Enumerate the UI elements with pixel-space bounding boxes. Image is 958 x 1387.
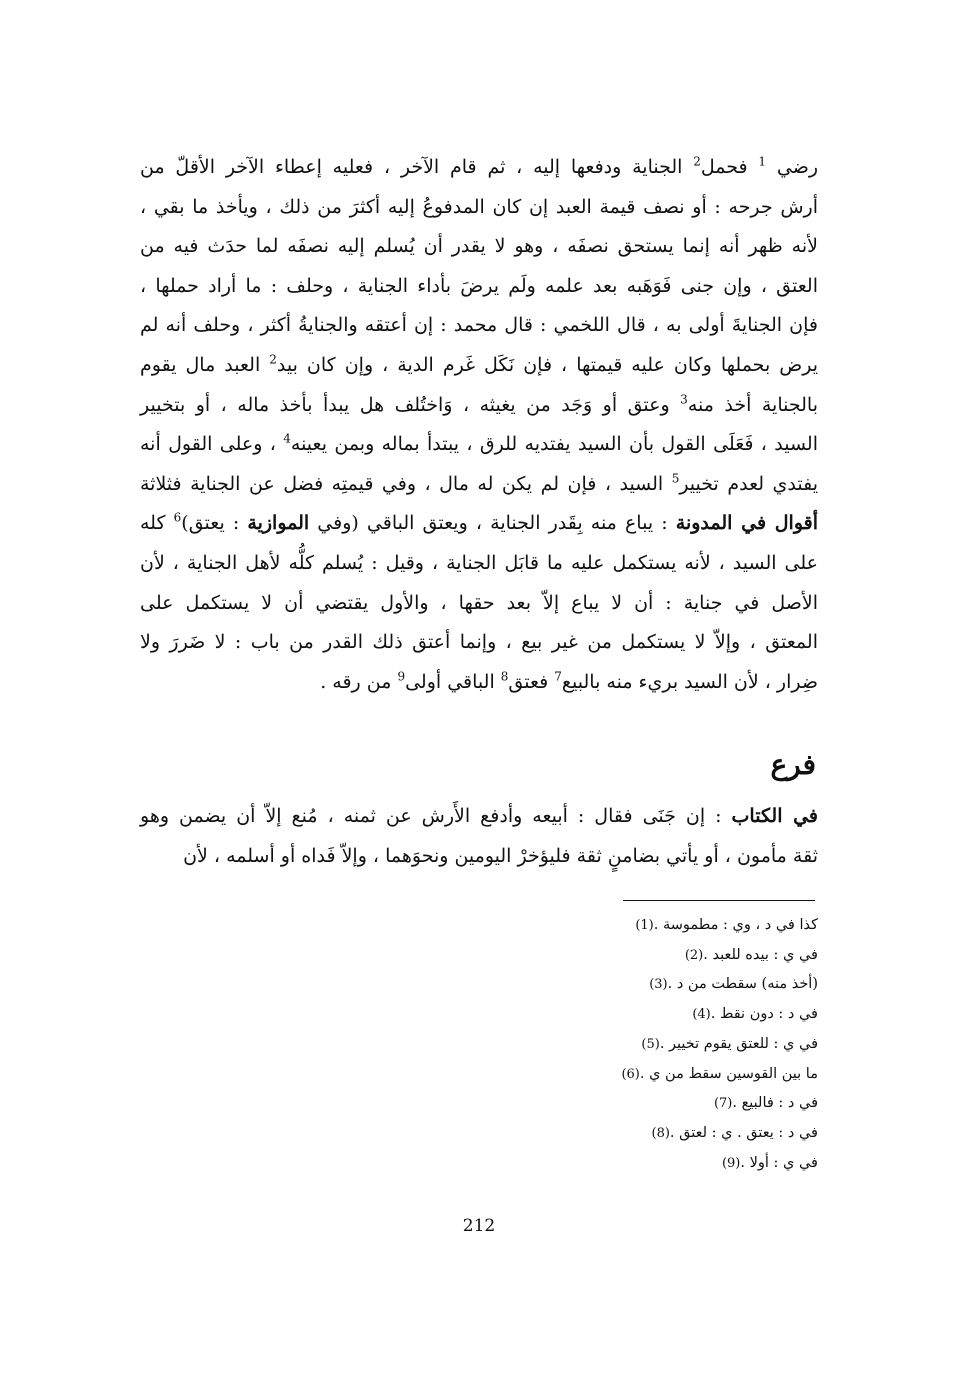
footnote-text: (أخذ منه) سقطت من د .	[667, 976, 818, 993]
text-run: من رقه .	[320, 670, 398, 693]
text-run: بالجناية أخذ منه	[687, 393, 818, 416]
footnote-number: (2)	[684, 947, 704, 963]
footnote-number: (9)	[721, 1155, 741, 1171]
footnote-text: كذا في د ، وي : مطموسة .	[653, 917, 818, 933]
footnote-number: (3)	[649, 977, 668, 993]
footnote-text: ما بين القوسين سقط من ي .	[639, 1065, 818, 1082]
footnote-ref: 7	[554, 669, 562, 684]
text-run: السيد ، فَعَلَى القول بأن السيد يفتديه للرق ، يبتدأ بماله وبمن يعينه	[290, 433, 819, 456]
text-run: يفتدي لعدم تخيير	[679, 472, 818, 495]
footnote-ref: 8	[500, 669, 509, 684]
footnote-text: في د : يعتق . ي : لعتق .	[669, 1124, 818, 1141]
text-run: رضي	[766, 156, 819, 178]
text-line	[140, 425, 818, 465]
footnote-separator	[623, 900, 815, 901]
text-run: أرش جرحه : أو نصف قيمة العبد إن كان المدفوعُ إليه أكثرَ من ذلك ، ويأخذ ما بقي ،	[140, 195, 818, 218]
footnote	[500, 1119, 818, 1149]
bold-term: في الكتاب	[731, 805, 818, 827]
footnote-ref: 9	[397, 669, 406, 684]
text-run: وعتق أو وَجَد من يغيثه ، وَاختُلف هل يبدأ بأخذ ماله ، أو بتخيير	[140, 393, 681, 416]
page-number: 212	[462, 1216, 496, 1236]
text-run: العبد مال يقوم	[140, 353, 270, 376]
footnote	[500, 911, 818, 941]
footnote-number: (4)	[692, 1007, 711, 1023]
text-run: ثقة مأمون ، أو يأتي بضامنٍ ثقة فليؤخرْ اليومين ونحوَهما ، وإلاّ فَداه أو أسلمه ، لأن	[183, 844, 818, 867]
text-run: فعتق	[508, 670, 555, 693]
text-run: الجناية ودفعها إليه ، ثم قام الآخر ، فعليه إعطاء الآخر الأقلّ من	[140, 156, 694, 178]
bold-term: أقوال في المدونة	[675, 512, 819, 535]
footnote-ref: 4	[283, 431, 291, 446]
second-paragraph	[140, 797, 818, 876]
text-run: فحمل	[700, 156, 759, 178]
footnote	[500, 1089, 818, 1119]
text-run: : يباع منه بِقَدر الجناية ، ويعتق الباقي (وفي	[309, 512, 676, 535]
text-run: على السيد ، لأنه يستكمل عليه ما قابَل الجناية ، وقيل : يُسلم كلُّه لأهل الجناية ، لأن	[140, 551, 818, 574]
text-line	[140, 797, 818, 837]
text-line	[140, 504, 818, 544]
text-run: الباقي أولى	[405, 670, 501, 693]
footnote-ref: 6	[173, 511, 182, 526]
section-heading: فرع	[770, 748, 816, 781]
text-line	[140, 267, 818, 307]
footnote-ref: 1	[758, 154, 767, 169]
text-run: فإن الجنايةَ أولى به ، قال اللخمي : قال محمد : إن أعتقه والجنايةُ أكثر ، وحلف أنه لم	[140, 314, 818, 337]
text-line	[140, 346, 818, 386]
footnote-number: (5)	[641, 1036, 660, 1052]
text-line	[140, 306, 818, 346]
footnote-text: في د : فالبيع .	[732, 1095, 818, 1112]
footnote	[500, 941, 818, 971]
footnote	[500, 1030, 818, 1060]
text-run: الأصل في جناية : أن لا يباع إلاّ بعد حقها ، والأول يقتضي أن لا يستكمل على	[140, 591, 818, 614]
text-line	[140, 837, 818, 877]
text-run: : إن جَنَى فقال : أبيعه وأدفع الأَرش عن ثمنه ، مُنع إلاّ أن يضمن وهو	[140, 805, 732, 827]
text-line	[140, 663, 818, 703]
footnote-number: (1)	[635, 918, 654, 933]
footnote-ref: 5	[671, 471, 680, 486]
footnote-ref: 3	[680, 392, 688, 407]
text-run: لأنه ظهر أنه إنما يستحق نصفَه ، وهو لا يقدر أن يُسلم إليه نصفَه لما حدَث فيه من	[140, 235, 818, 258]
footnotes-list	[500, 911, 818, 1178]
text-run: المعتق ، وإلاّ لا يستكمل من غير بيع ، وإنما أعتق ذلك القدر من باب : لا ضَررَ ولا	[140, 631, 818, 654]
footnote-number: (6)	[621, 1066, 640, 1082]
footnote-ref: 2	[693, 154, 701, 169]
footnote-text: في ي : أولا .	[740, 1154, 818, 1171]
footnote-ref: 2	[269, 352, 277, 367]
text-run: : يعتق)	[181, 512, 248, 535]
footnote-text: في د : دون نقط .	[710, 1006, 818, 1023]
text-line	[140, 188, 818, 228]
text-line	[140, 584, 818, 624]
footnote-text: في ي : بيده للعبد .	[703, 946, 818, 963]
footnote-number: (8)	[651, 1125, 670, 1141]
text-run: السيد ، فإن لم يكن له مال ، وفي قيمتِه فضل عن الجناية فثلاثة	[140, 472, 672, 495]
text-line	[140, 148, 818, 188]
footnote-number: (7)	[713, 1096, 733, 1112]
text-run: ضِرار ، لأن السيد بريء منه بالبيع	[561, 670, 818, 693]
text-line	[140, 544, 818, 584]
bold-term: الموازية	[247, 512, 310, 535]
text-run: ، وعلى القول أنه	[140, 433, 284, 456]
main-paragraph	[140, 148, 818, 702]
text-line	[140, 623, 818, 663]
text-line	[140, 386, 818, 426]
text-run: يرض بحملها وكان عليه قيمتها ، فإن نَكَل غَرم الدية ، وإن كان بيد	[276, 353, 818, 376]
text-run: العتق ، وإن جنى فَوَهَبه بعد علمه ولَم يرضَ بأداء الجناية ، وحلف : ما أراد حملها ،	[140, 274, 818, 297]
text-line	[140, 227, 818, 267]
text-line	[140, 465, 818, 505]
footnote	[500, 1149, 818, 1179]
text-run: كله	[140, 512, 174, 535]
footnote	[500, 1000, 818, 1030]
footnote	[500, 1060, 818, 1090]
footnote-text: في ي : للعتق يقوم تخيير .	[659, 1035, 818, 1052]
footnote	[500, 970, 818, 1000]
